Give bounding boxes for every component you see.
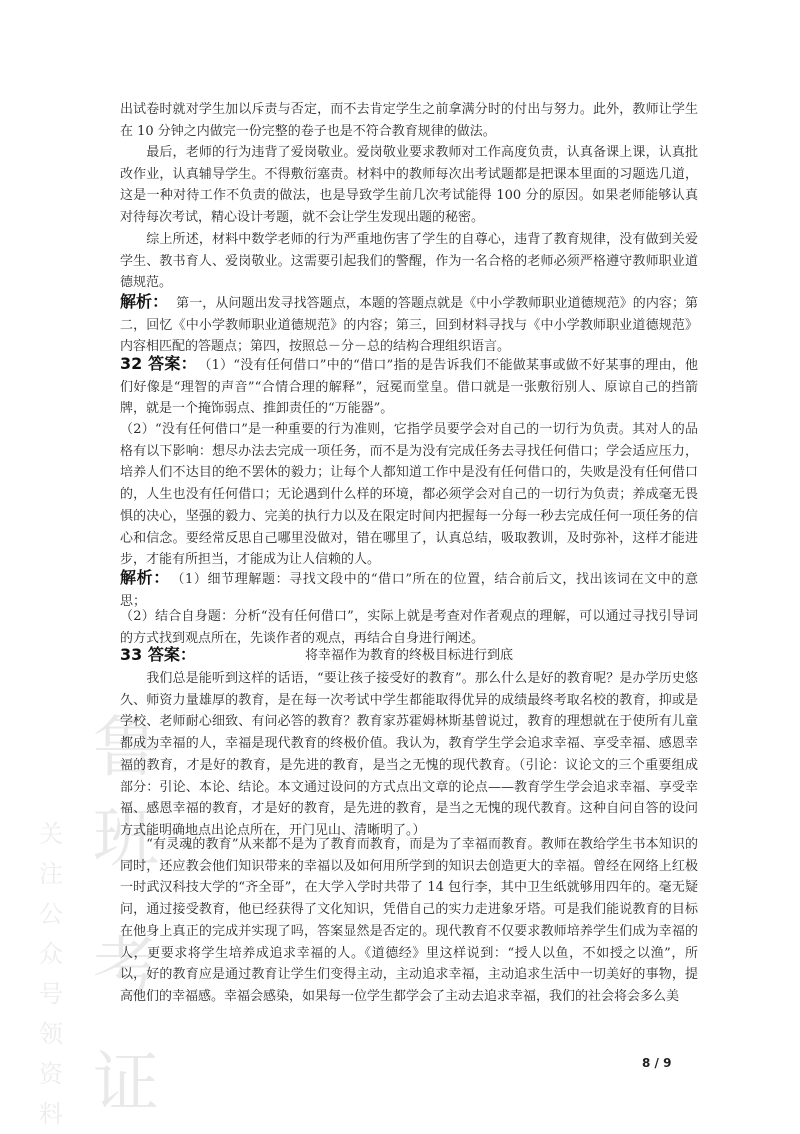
watermark-char: 班: [93, 799, 159, 876]
essay-paragraph: “有灵魂的教育”从来都不是为了教育而教育，而是为了幸福而教育。教师在教给学生书本知识的同时，还应教会他们知识带来的幸福以及如何用所学到的知识去创造更大的幸福。曾经在网络上红极一时武汉科技大学的“齐全哥”，在大学入学时共带了 14 包行李，其中卫生纸就够用四年的。毫无疑问，通过接受教育，他已经获得了文化知识，凭借自己的实力走进象牙塔。可是我们能说教育的目标在他身上真正的完成并实现了吗，答案显然是否定的。现代教育不仅要求教师培养学生们成为幸福的人，更要求将学生培养成追求幸福的人。《道德经》里这样说到：“授人以鱼，不如授之以渔”，所以，好的教育应是通过教育让学生们变得主动，主动追求幸福，主动追求生活中一切美好的事物，提高他们的幸福感。幸福会感染，如果每一位学生都学会了主动去追求幸福，我们的社会将会多么美: [120, 837, 698, 1004]
essay-title: 将幸福作为教育的终极目标进行到底: [304, 648, 513, 663]
analysis-label: 解析：: [120, 292, 169, 311]
paragraph: 出试卷时就对学生加以斥责与否定，而不去肯定学生之前拿满分时的付出与努力。此外，教师让学生在 10 分钟之内做完一份完整的卷子也是不符合教育规律的做法。: [120, 102, 698, 139]
analysis-label: 解析：: [120, 568, 170, 587]
paragraph: （2）结合自身题：分析“没有任何借口”，实际上就是考查对作者观点的理解，可以通过寻找引导词的方式找到观点所在，先谈作者的观点，再结合自身进行阐述。: [120, 609, 698, 646]
essay-paragraph: 我们总是能听到这样的话语，“要让孩子接受好的教育”。那么什么是好的教育呢？是办学历史悠久、师资力量雄厚的教育，是在每一次考试中学生都能取得优异的成绩最终考取名校的教育，抑或是学校、老师耐心细致、有问必答的教育？教育家苏霍姆林斯基曾说过，教育的理想就在于使所有儿童都成为幸福的人，幸福是现代教育的终极价值。我认为，教育学生学会追求幸福、享受幸福、感恩幸福的教育，才是好的教育，是先进的教育，是当之无愧的现代教育。（引论：议论文的三个重要组成部分：引论、本论、结论。本文通过设问的方式点出文章的论点——教育学生学会追求幸福、享受幸福、感恩幸福的教育，才是好的教育，是先进的教育，是当之无愧的现代教育。这种自问自答的设问方式能明确地点出论点所在，开门见山、清晰明了。）: [120, 671, 698, 838]
watermark-char: 资: [39, 1060, 63, 1088]
watermark-char: 公: [39, 900, 63, 928]
answer-label: 32 答案：: [120, 354, 197, 373]
watermark-char: 领: [39, 1020, 63, 1048]
watermark-char: 关: [39, 820, 63, 848]
page-number: 8 / 9: [642, 1056, 672, 1070]
answer-paragraph: 32 答案： （1）“没有任何借口”中的“借口”指的是告诉我们不能做某事或做不好某事的理由，他们好像是“理智的声音”“合情合理的解释”，冠冕而堂皇。借口就是一张敷衍别人、原谅自己的挡箭牌，就是一个掩饰弱点、推卸责任的“万能器”。: [120, 354, 698, 417]
watermark-char: 号: [39, 980, 63, 1008]
watermark-char: 鲁: [93, 709, 159, 786]
paragraph: （2）“没有任何借口”是一种重要的行为准则，它指学员要学会对自己的一切行为负责。其对人的品格有以下影响：想尽办法去完成一项任务，而不是为没有完成任务去寻找任何借口；学会适应压力，培养人们不达目的绝不罢休的毅力；让每个人都知道工作中是没有任何借口的，失败是没有任何借口的，人生也没有任何借口；无论遇到什么样的环境，都必须学会对自己的一切行为负责；养成毫无畏惧的决心，坚强的毅力、完美的执行力以及在限定时间内把握每一分每一秒去完成任何一项任务的信心和信念。要经常反思自己哪里没做对，错在哪里了，认真总结，吸取教训，及时弥补，这样才能进步，才能有所担当，才能成为让人信赖的人。: [120, 422, 698, 568]
analysis-paragraph: 解析： 第一，从问题出发寻找答题点，本题的答题点就是《中小学教师职业道德规范》的内容；第二，回忆《中小学教师职业道德规范》的内容；第三，回到材料寻找与《中小学教师职业道德规范》内容相匹配的答题点；第四，按照总－分－总的结构合理组织语言。: [120, 292, 698, 355]
analysis-paragraph: 解析： （1）细节理解题：寻找文段中的“借口”所在的位置，结合前后文，找出该词在文中的意思；: [120, 568, 698, 609]
watermark-char: 注: [39, 860, 63, 888]
watermark-char: 证: [93, 1044, 159, 1121]
watermark-char: 料: [39, 1100, 63, 1128]
watermark-char: 考: [93, 929, 159, 1006]
paragraph: 综上所述，材料中数学老师的行为严重地伤害了学生的自尊心，违背了教育规律，没有做到关爱学生、教书育人、爱岗敬业。这需要引起我们的警醒，作为一名合格的老师必须严格遵守教师职业道德规范。: [120, 232, 698, 291]
answer-label: 33 答案：: [120, 645, 196, 664]
paragraph: 最后，老师的行为违背了爱岗敬业。爱岗敬业要求教师对工作高度负责，认真备课上课，认真批改作业，认真辅导学生。不得敷衍塞责。材料中的教师每次出考试题都是把课本里面的习题选几道，这是一种对待工作不负责的做法，也是导致学生前几次考试能得 100 分的原因。如果老师能够认真对待每次考试，精心设计考题，就不会让学生发现出题的秘密。: [120, 145, 698, 226]
watermark-char: 众: [39, 940, 63, 968]
